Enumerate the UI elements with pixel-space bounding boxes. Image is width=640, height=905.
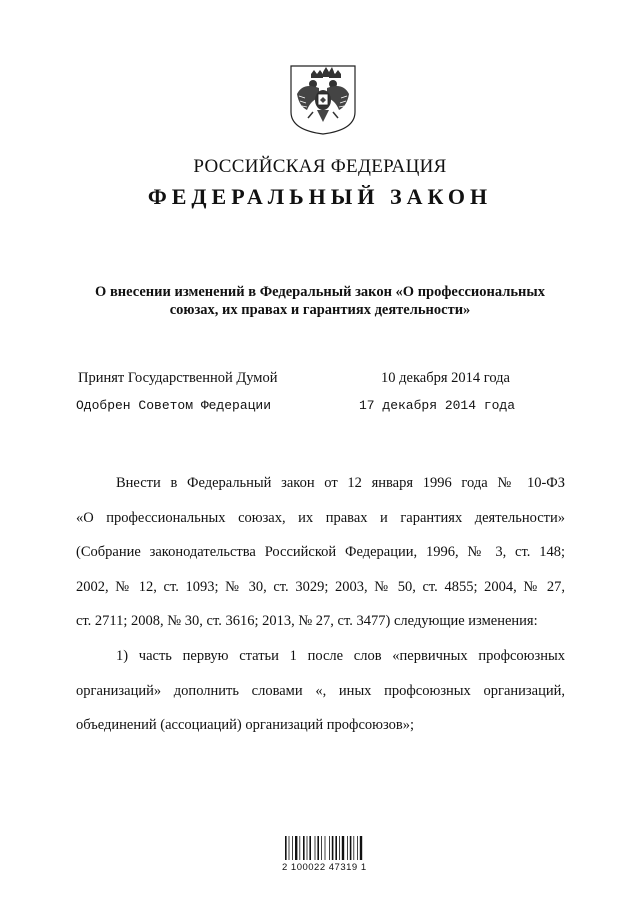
approved-by-council-label: Одобрен Советом Федерации xyxy=(76,398,272,413)
paragraph-line: организаций» дополнить словами «, иных профсоюзных организаций, xyxy=(76,682,565,699)
paragraph-line: 2002, № 12, ст. 1093; № 30, ст. 3029; 2003, № 50, ст. 4855; 2004, № 27, xyxy=(76,578,565,595)
barcode-bar xyxy=(315,836,316,860)
barcode-number: 2 100022 47319 1 xyxy=(282,862,367,873)
law-title-line: О внесении изменений в Федеральный закон «О профессиональных xyxy=(95,284,545,300)
barcode-bar xyxy=(350,836,352,860)
barcode-bar xyxy=(325,836,326,860)
paragraph-line: 1) часть первую статьи 1 после слов «первичных профсоюзных xyxy=(116,648,565,664)
barcode-bar xyxy=(289,836,290,860)
barcode-bar xyxy=(309,836,311,860)
adopted-by-duma-label: Принят Государственной Думой xyxy=(78,370,278,386)
adopted-date: 10 декабря 2014 года xyxy=(381,370,510,386)
barcode-bar xyxy=(303,836,305,860)
barcode-bar xyxy=(353,836,354,860)
barcode-bar xyxy=(339,836,340,860)
paragraph-line: Внести в Федеральный закон от 12 января 1996 года № 10-ФЗ xyxy=(116,475,565,491)
paragraph-line: (Собрание законодательства Российской Федерации, 1996, № 3, ст. 148; xyxy=(76,544,565,560)
paragraph-line: «О профессиональных союзах, их правах и гарантиях деятельности» xyxy=(76,509,565,526)
barcode-bar xyxy=(329,836,330,860)
barcode-bar xyxy=(285,836,287,860)
approved-date: 17 декабря 2014 года xyxy=(359,398,516,413)
barcode-bar xyxy=(321,836,322,860)
barcode-bar xyxy=(335,836,337,860)
law-title xyxy=(70,283,570,319)
paragraph-line: объединений (ассоциаций) организаций профсоюзов»; xyxy=(76,717,414,733)
barcode-bar xyxy=(360,836,362,860)
barcode-bar xyxy=(299,836,300,860)
coat-of-arms-icon xyxy=(289,64,357,136)
law-title-line: союзах, их правах и гарантиях деятельности» xyxy=(169,302,471,318)
body-paragraph xyxy=(76,466,565,639)
barcode-bar xyxy=(292,836,293,860)
amendment-item-1 xyxy=(76,639,565,743)
barcode-bar xyxy=(332,836,334,860)
barcode-bar xyxy=(307,836,308,860)
barcode-bar xyxy=(342,836,344,860)
paragraph-line: ст. 2711; 2008, № 30, ст. 3616; 2013, № 27, ст. 3477) следующие изменения: xyxy=(76,613,538,629)
barcode-bar xyxy=(317,836,319,860)
law-type-heading: ФЕДЕРАЛЬНЫЙ ЗАКОН xyxy=(147,184,493,209)
country-name: РОССИЙСКАЯ ФЕДЕРАЦИЯ xyxy=(193,156,447,177)
barcode-bar xyxy=(295,836,297,860)
barcode-bar xyxy=(357,836,358,860)
barcode-bar xyxy=(347,836,348,860)
